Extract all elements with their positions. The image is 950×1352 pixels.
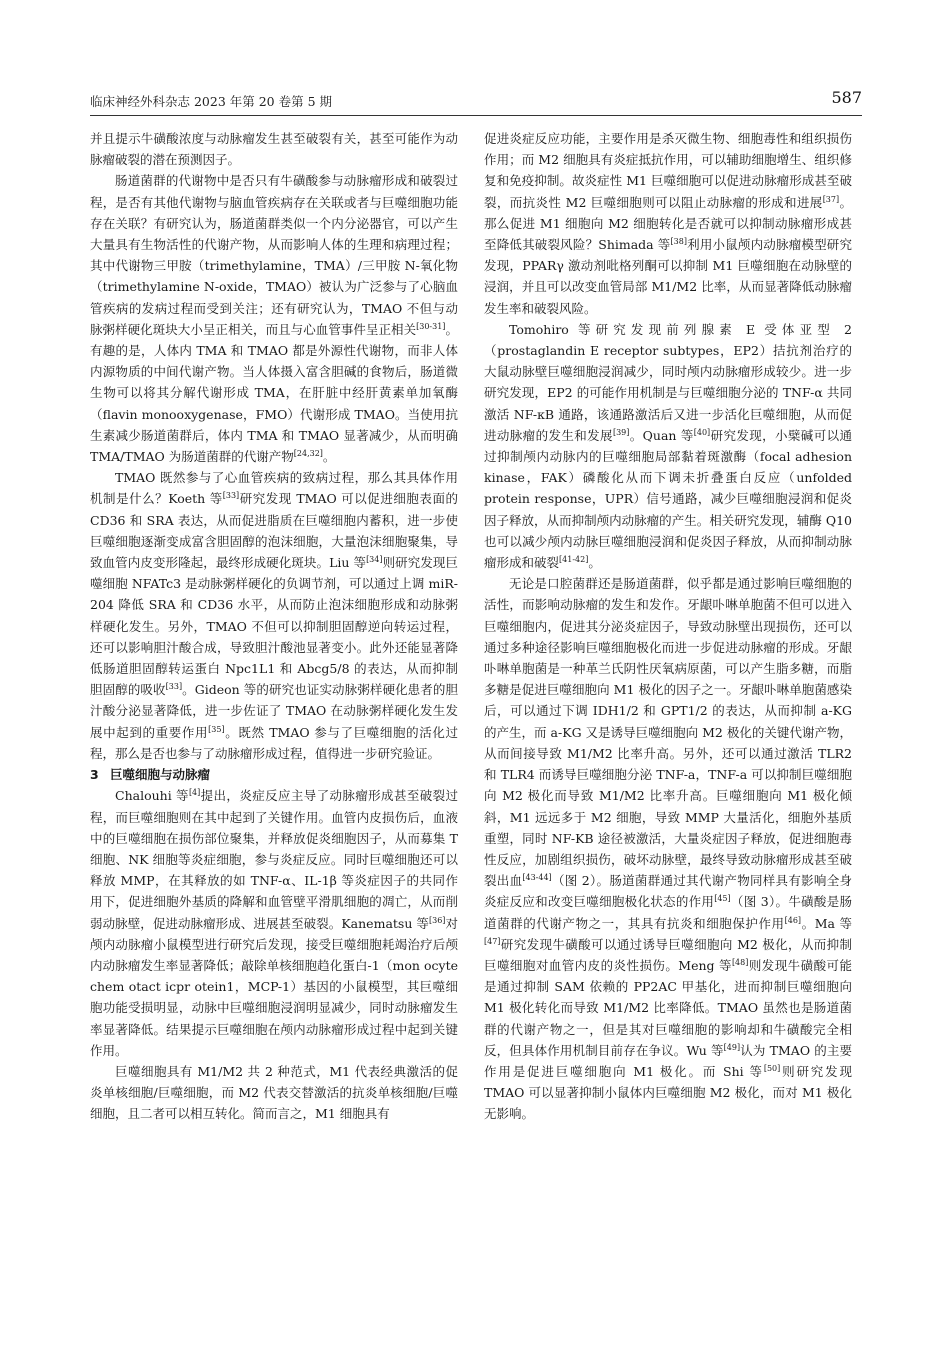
- citation: [47]: [484, 936, 501, 946]
- citation: [50]: [763, 1063, 781, 1073]
- section-number: 3: [90, 767, 99, 783]
- citation: [43-44]: [522, 872, 552, 882]
- running-header: [90, 88, 862, 114]
- right-column: [484, 128, 852, 1125]
- paragraph: Tomohiro 等研究发现前列腺素 E 受体亚型 2（prostaglandin E receptor subtypes，EP2）拮抗剂治疗的大鼠动脉壁巨噬细胞浸润减少，同时颅内动脉瘤形成较少。进一步研究发现，EP2 的可能作用机制是与巨噬细胞分泌的 TNF-α 共同激活 NF-κB 通路，该通路激活后又进一步活化巨噬细胞，从而促进动脉瘤的发生和发展[39]。Quan 等[40]研究发现，小檗碱可以通过抑制颅内动脉内的巨噬细胞局部黏着斑激酶（focal adhesion kinase，FAK）磷酸化从而下调未折叠蛋白反应（unfolded protein response，UPR）信号通路，减少巨噬细胞浸润和促炎因子释放，从而抑制颅内动脉瘤的产生。相关研究发现，辅酶 Q10 也可以减少颅内动脉巨噬细胞浸润和促炎因子释放，从而抑制动脉瘤形成和破裂[41-42]。: [484, 321, 852, 571]
- citation: [39]: [612, 427, 630, 437]
- paragraph: 并且提示牛磺酸浓度与动脉瘤发生甚至破裂有关，甚至可能作为动脉瘤破裂的潜在预测因子。: [90, 131, 458, 168]
- citation: [41-42]: [559, 554, 589, 564]
- section-title: 巨噬细胞与动脉瘤: [109, 767, 210, 783]
- journal-title: 临床神经外科杂志 2023 年第 20 卷第 5 期: [90, 94, 333, 109]
- citation: [24,32]: [293, 448, 323, 458]
- citation: [45]: [714, 894, 731, 904]
- citation: [33]: [165, 682, 183, 692]
- citation: [46]: [784, 915, 802, 925]
- citation: [37]: [822, 194, 840, 204]
- paragraph: 肠道菌群的代谢物中是否只有牛磺酸参与动脉瘤形成和破裂过程，是否有其他代谢物与脑血管疾病存在关联或者与巨噬细胞功能存在关联？有研究认为，肠道菌群类似一个内分泌器官，可以产生大量具有生物活性的代谢产物，从而影响人体的生理和病理过程；其中代谢物三甲胺（trimethylamine，TMA）/三甲胺 N-氧化物（trimethylamine N-oxide，TMAO）被认为广泛参与了心脑血管疾病的发病过程而受到关注；还有研究认为，TMAO 不但与动脉粥样硬化斑块大小呈正相关，而且与心血管事件呈正相关[30-31]。有趣的是，人体内 TMA 和 TMAO 都是外源性代谢物，而非人体内源物质的中间代谢产物。当人体摄入富含胆碱的食物后，肠道微生物可以将其分解代谢形成 TMA，在肝脏中经肝黄素单加氧酶（flavin monooxygenase，FMO）代谢形成 TMAO。当使用抗生素减少肠道菌群后，体内 TMA 和 TMAO 显著减少，从而明确 TMA/TMAO 为肠道菌群的代谢产物[24,32]。: [90, 173, 458, 465]
- citation: [30-31]: [416, 321, 446, 331]
- citation: [38]: [670, 236, 687, 246]
- citation: [40]: [693, 427, 711, 437]
- citation: [4]: [188, 788, 201, 798]
- paragraph: TMAO 既然参与了心血管疾病的致病过程，那么其具体作用机制是什么？Koeth 等[33]研究发现 TMAO 可以促进细胞表面的 CD36 和 SRA 表达，从而促进脂质在巨噬细胞内蓄积，进一步使巨噬细胞逐渐变成富含胆固醇的泡沫细胞，大量泡沫细胞聚集，导致血管内皮变形隆起，最终形成硬化斑块。Liu 等[34]则研究发现巨噬细胞 NFATc3 是动脉粥样硬化的负调节剂，可以通过上调 miR-204 降低 SRA 和 CD36 水平，从而防止泡沫细胞形成和动脉粥样硬化发生。另外，TMAO 不但可以抑制胆固醇逆向转运过程，还可以影响胆汁酸合成，导致胆汁酸池显著变小。此外还能显著降低肠道胆固醇转运蛋白 Npc1L1 和 Abcg5/8 的表达，从而抑制胆固醇的吸收[33]。Gideon 等的研究也证实动脉粥样硬化患者的胆汁酸分泌显著降低，进一步佐证了 TMAO 在动脉粥样硬化发生发展中起到的重要作用[35]。既然 TMAO 参与了巨噬细胞的活化过程，那么是否也参与了动脉瘤形成过程，值得进一步研究验证。: [90, 470, 458, 761]
- section-heading: [90, 764, 458, 785]
- citation: [49]: [723, 1042, 741, 1052]
- page-number: 587: [831, 88, 862, 107]
- paragraph: 促进炎症反应功能，主要作用是杀灭微生物、细胞毒性和组织损伤作用；而 M2 细胞具有炎症抵抗作用，可以辅助细胞增生、组织修复和免疫抑制。故炎症性 M1 巨噬细胞可以促进动脉瘤形成甚至破裂，而抗炎性 M2 巨噬细胞则可以阻止动脉瘤的形成和进展[37]。那么促进 M1 细胞向 M2 细胞转化是否就可以抑制动脉瘤形成甚至降低其破裂风险？Shimada 等[38]利用小鼠颅内动脉瘤模型研究发现，PPARγ 激动剂吡格列酮可以抑制 M1 巨噬细胞在动脉壁的浸润，并且可以改变血管局部 M1/M2 比率，从而显著降低动脉瘤发生率和破裂风险。: [484, 131, 852, 316]
- citation: [48]: [731, 957, 749, 967]
- paragraph: Chalouhi 等[4]提出，炎症反应主导了动脉瘤形成甚至破裂过程，而巨噬细胞则在其中起到了关键作用。血管内皮损伤后，血液中的巨噬细胞在损伤部位聚集，并释放促炎细胞因子，从而募集 T 细胞、NK 细胞等炎症细胞，参与炎症反应。同时巨噬细胞还可以释放 MMP，在其释放的如 TNF-α、IL-1β 等炎症因子的共同作用下，促进细胞外基质的降解和血管壁平滑肌细胞的凋亡，从而削弱动脉壁，促进动脉瘤形成、进展甚至破裂。Kanematsu 等[36]对颅内动脉瘤小鼠模型进行研究后发现，接受巨噬细胞耗竭治疗后颅内动脉瘤发生率显著降低；敲除单核细胞趋化蛋白-1（mon ocyte chem otact icpr otein1，MCP-1）基因的小鼠模型，其巨噬细胞功能受损明显，动脉中巨噬细胞浸润明显减少，同时动脉瘤发生率显著降低。结果提示巨噬细胞在颅内动脉瘤形成过程中起到关键作用。: [90, 788, 458, 1058]
- citation: [35]: [208, 724, 225, 734]
- left-column: [90, 128, 458, 1125]
- citation: [34]: [366, 554, 383, 564]
- header-rule: [90, 115, 862, 116]
- paragraph: 无论是口腔菌群还是肠道菌群，似乎都是通过影响巨噬细胞的活性，而影响动脉瘤的发生和发作。牙龈卟啉单胞菌不但可以进入巨噬细胞内，促进其分泌炎症因子，导致动脉壁出现损伤，还可以通过多种途径影响巨噬细胞极化而进一步促进动脉瘤的形成。牙龈卟啉单胞菌是一种革兰氏阴性厌氧病原菌，可以产生脂多糖，而脂多糖是促进巨噬细胞向 M1 极化的因子之一。牙龈卟啉单胞菌感染后，可以通过下调 IDH1/2 和 GPT1/2 的表达，从而抑制 a-KG 的产生，而 a-KG 又是诱导巨噬细胞向 M2 极化的关键代谢产物，从而间接导致 M1/M2 比率升高。另外，还可以通过激活 TLR2 和 TLR4 而诱导巨噬细胞分泌 TNF-a，TNF-a 可以抑制巨噬细胞向 M2 极化而导致 M1/M2 比率升高。巨噬细胞向 M1 极化倾斜，M1 远远多于 M2 细胞，导致 MMP 大量活化，细胞外基质重塑，同时 NF-KB 途径被激活，大量炎症因子释放，促进细胞毒性反应，加剧组织损伤，破坏动脉壁，最终导致动脉瘤形成甚至破裂出血[43-44]（图 2）。肠道菌群通过其代谢产物同样具有影响全身炎症反应和改变巨噬细胞极化状态的作用[45]（图 3）。牛磺酸是肠道菌群的代谢产物之一，其具有抗炎和细胞保护作用[46]。Ma 等[47]研究发现牛磺酸可以通过诱导巨噬细胞向 M2 极化，从而抑制巨噬细胞对血管内皮的炎性损伤。Meng 等[48]则发现牛磺酸可能是通过抑制 SAM 依赖的 PP2AC 甲基化，进而抑制巨噬细胞向 M1 极化转化而导致 M1/M2 比率降低。TMAO 虽然也是肠道菌群的代谢产物之一，但是其对巨噬细胞的影响却和牛磺酸完全相反，但具体作用机制目前存在争议。Wu 等[49]认为 TMAO 的主要作用是促进巨噬细胞向 M1 极化。而 Shi 等[50]则研究发现 TMAO 可以显著抑制小鼠体内巨噬细胞 M2 极化，而对 M1 极化无影响。: [484, 576, 852, 1122]
- citation: [36]: [429, 915, 446, 925]
- citation: [33]: [222, 491, 240, 501]
- paragraph: 巨噬细胞具有 M1/M2 共 2 种范式，M1 代表经典激活的促炎单核细胞/巨噬细胞，而 M2 代表交替激活的抗炎单核细胞/巨噬细胞，且二者可以相互转化。简而言之，M1 细胞具有: [90, 1063, 458, 1122]
